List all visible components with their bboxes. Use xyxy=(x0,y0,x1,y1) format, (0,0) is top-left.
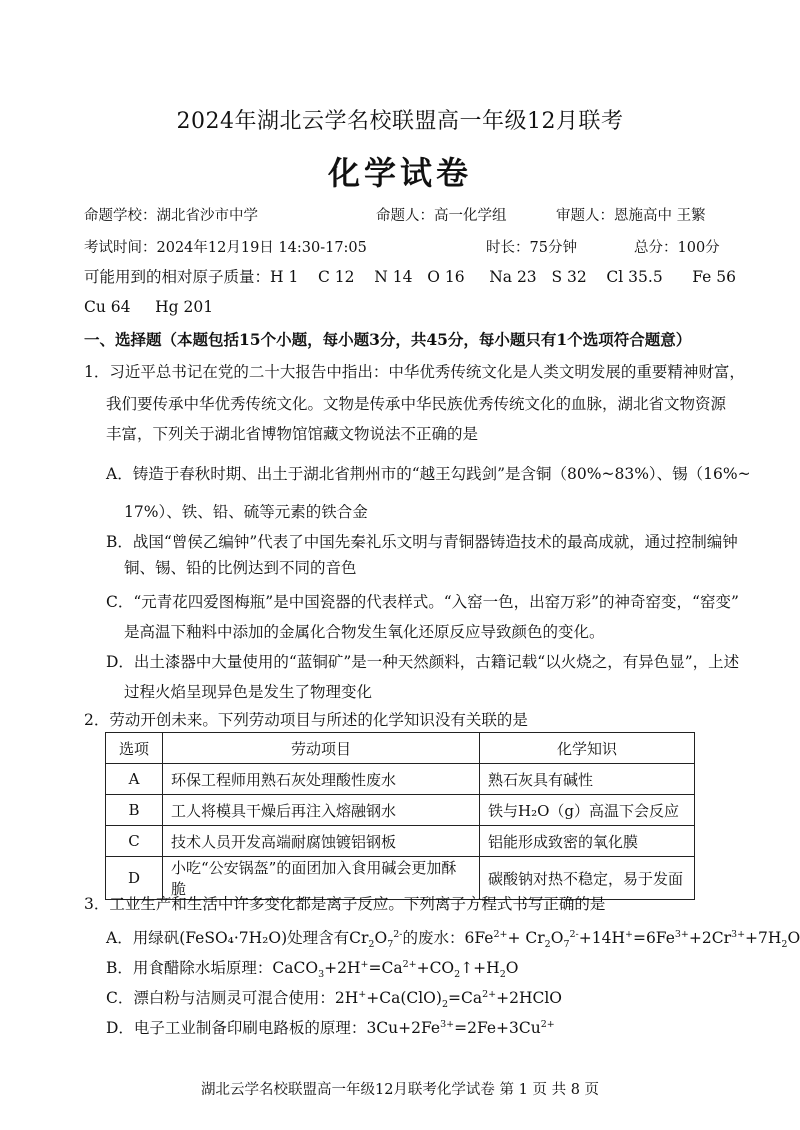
table-row xyxy=(106,764,695,795)
table-header-cell: 劳动项目 xyxy=(163,733,480,764)
table-row xyxy=(106,826,695,857)
q3-option-d-prefix: D．电子工业制备印刷电路板的原理： xyxy=(106,1019,367,1037)
meta-exam-time: 考试时间：2024年12月19日 14:30-17:05 xyxy=(84,240,367,256)
meta-total: 总分：100分 xyxy=(634,240,720,256)
q3-option-b-prefix: B．用食醋除水垢原理： xyxy=(106,959,273,977)
q1-option-b-line2: 铜、锡、铅的比例达到不同的音色 xyxy=(124,559,357,577)
table-cell: 技术人员开发高端耐腐蚀镀铝钢板 xyxy=(163,826,480,857)
q1-option-d-line2: 过程火焰呈现异色是发生了物理变化 xyxy=(124,683,373,701)
q3-option-a-equation: $6Fe^{2+}+ Cr_2O_7^{2-}+14H^+=6Fe^{3+}+2Cr^{3+}+7H_2O$ xyxy=(464,928,800,951)
table-cell: 熟石灰具有碱性 xyxy=(480,764,695,795)
q3-option-c xyxy=(106,986,562,1011)
q1-option-a-line2: 17%）、铁、铅、硫等元素的铁合金 xyxy=(124,503,368,521)
exam-subtitle: 化学试卷 xyxy=(327,154,472,192)
table-header-cell: 选项 xyxy=(106,733,163,764)
q3-option-d xyxy=(106,1016,555,1038)
q1-option-c-line1: C．“元青花四爱图梅瓶”是中国瓷器的代表样式。“入窑一色，出窑万彩”的神奇窑变，“窑变” xyxy=(106,593,739,611)
dichromate-formula: $Cr_2O_7^{2-}$ xyxy=(349,928,403,951)
table-cell: 小吃“公安锅盔”的面团加入食用碱会更加酥脆 xyxy=(163,857,480,900)
meta-reviewer: 审题人：恩施高中 王繁 xyxy=(556,208,706,224)
table-cell: C xyxy=(106,826,163,857)
atomic-masses-line2: Cu 64 Hg 201 xyxy=(84,298,214,316)
q3-option-c-prefix: C．漂白粉与洁厕灵可混合使用： xyxy=(106,989,335,1007)
table-cell: 铝能形成致密的氧化膜 xyxy=(480,826,695,857)
q3-option-b xyxy=(106,956,519,981)
table-row xyxy=(106,795,695,826)
atomic-masses-line1: 可能用到的相对原子质量：H 1 C 12 N 14 O 16 Na 23 S 32 Cl 35.5 Fe 56 xyxy=(84,268,736,286)
q2-stem: 2．劳动开创未来。下列劳动项目与所述的化学知识没有关联的是 xyxy=(84,711,528,729)
q1-stem-line1: 1．习近平总书记在党的二十大报告中指出：中华优秀传统文化是人类文明发展的重要精神财富， xyxy=(84,363,745,381)
table-cell: D xyxy=(106,857,163,900)
table-cell: 工人将模具干燥后再注入熔融钢水 xyxy=(163,795,480,826)
q3-option-d-equation: $3Cu+2Fe^{3+}=2Fe+3Cu^{2+}$ xyxy=(366,1018,555,1037)
q3-option-a-prefix: A．用绿矾(FeSO₄·7H₂O)处理含有 xyxy=(106,929,350,947)
table-cell: A xyxy=(106,764,163,795)
q1-stem-line2: 我们要传承中华优秀传统文化。文物是传承中华民族优秀传统文化的血脉，湖北省文物资源 xyxy=(106,395,727,413)
table-header-cell: 化学知识 xyxy=(480,733,695,764)
q3-option-a xyxy=(106,926,800,951)
table-cell: 环保工程师用熟石灰处理酸性废水 xyxy=(163,764,480,795)
q1-option-a-line1: A．铸造于春秋时期、出土于湖北省荆州市的“越王勾践剑”是含铜（80%~83%）、锡（16%~ xyxy=(106,465,751,483)
table-header-row xyxy=(106,733,695,764)
section-heading: 一、选择题（本题包括15个小题，每小题3分，共45分，每小题只有1个选项符合题意） xyxy=(84,330,692,349)
q1-option-d-line1: D．出土漆器中大量使用的“蓝铜矿”是一种天然颜料，古籍记载“以火烧之，有异色显”，上述 xyxy=(106,653,740,671)
page-footer: 湖北云学名校联盟高一年级12月联考化学试卷 第 1 页 共 8 页 xyxy=(200,1082,600,1098)
table-cell: 碳酸钠对热不稳定，易于发面 xyxy=(480,857,695,900)
table-cell: B xyxy=(106,795,163,826)
q1-option-b-line1: B．战国“曾侯乙编钟”代表了中国先秦礼乐文明与青铜器铸造技术的最高成就，通过控制编钟 xyxy=(106,533,738,551)
q3-option-a-mid: 的废水： xyxy=(402,929,465,947)
table-cell: 铁与H₂O（g）高温下会反应 xyxy=(480,795,695,826)
meta-author: 命题人：高一化学组 xyxy=(376,208,507,224)
q3-option-b-equation: $CaCO_3+2H^+=Ca^{2+}+CO_2↑+H_2O$ xyxy=(272,958,519,981)
q1-option-c-line2: 是高温下釉料中添加的金属化合物发生氧化还原反应导致颜色的变化。 xyxy=(124,623,605,641)
q3-option-c-equation: $2H^++Ca(ClO)_2=Ca^{2+}+2HClO$ xyxy=(334,988,562,1011)
meta-duration: 时长：75分钟 xyxy=(486,240,577,256)
q2-table xyxy=(105,732,695,900)
exam-title: 2024年湖北云学名校联盟高一年级12月联考 xyxy=(176,109,624,134)
q3-stem: 3．工业生产和生活中许多变化都是离子反应。下列离子方程式书写正确的是 xyxy=(84,895,606,913)
meta-school: 命题学校：湖北省沙市中学 xyxy=(84,208,258,224)
q1-stem-line3: 丰富，下列关于湖北省博物馆馆藏文物说法不正确的是 xyxy=(106,425,479,443)
